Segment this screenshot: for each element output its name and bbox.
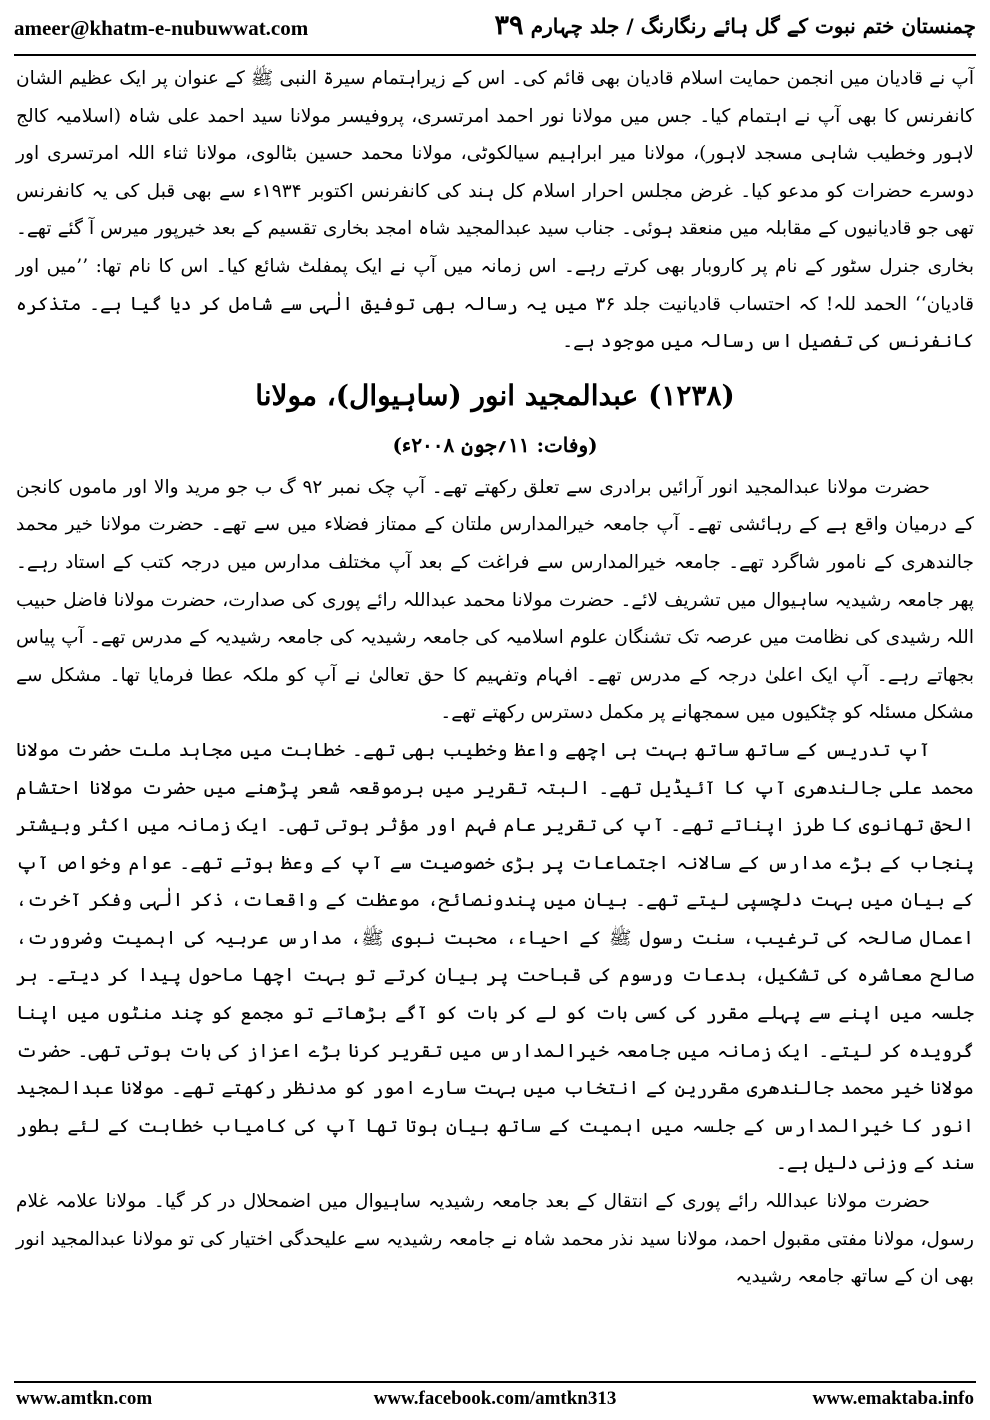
biography-paragraph-2: آپ تدریس کے ساتھ ساتھ بہت ہی اچھے واعظ وخطیب بھی تھے۔ خطابت میں مجاہد ملت حضرت مولانا محمد علی جالندھری آپ کا آئیڈیل تھے۔ البتہ تقریر میں برموقعہ شعر پڑھنے میں حضرت مولانا احتشام الحق تھانوی کا طرز اپناتے تھے۔ آپ کی تقریر عام فہم اور مؤثر ہوتی تھی۔ ایک زمانہ میں اکثر وبیشتر پنجاب کے بڑے مدارس کے سالانہ اجتماعات پر بڑی خصوصیت سے آپ کے وعظ ہوتے تھے۔ عوام وخواص آپ کے بیان میں بہت دلچسپی لیتے تھے۔ بیان میں پندونصائح، موعظت کے واقعات، ذکر الٰہی وفکر آخرت، اعمال صالحہ کی ترغیب، سنت رسول ﷺ کے احیاء، محبت نبوی ﷺ، مدارس عربیہ کی اہمیت وضرورت، صالح معاشرہ کی تشکیل، بدعات ورسوم کی قباحت پر بیان کرتے تو بہت اچھا ماحول پیدا کر دیتے۔ ہر جلسہ میں اپنے سے پہلے مقرر کی کسی بات کو لے کر بات کو آگے بڑھاتے تو مجمع کو چند منٹوں میں اپنا گرویدہ کر لیتے۔ ایک زمانہ میں جامعہ خیرالمدارس میں تقریر کرنا بڑے اعزاز کی بات ہوتی تھی۔ حضرت مولانا خیر محمد جالندھری مقررین کے انتخاب میں بہت سارے امور کو مدنظر رکھتے تھے۔ مولانا عبدالمجید انور کا خیرالمدارس کے جلسہ میں اہمیت کے ساتھ بیان ہوتا تھا آپ کی کامیاب خطابت کے لئے بطور سند کے وزنی دلیل ہے۔: [16, 739, 975, 1175]
footer-rule: [14, 1381, 976, 1383]
death-date: (وفات: ۱۱؍جون ۲۰۰۸ء): [392, 432, 598, 457]
section-heading: (۱۲۳۸) عبدالمجید انور (ساہیوال)، مولانا: [255, 378, 735, 412]
page-footer: [16, 1388, 974, 1414]
header-rule: [14, 54, 976, 56]
book-title: چمنستان ختم نبوت کے گل ہائے رنگارنگ / جلد چہارم: [530, 14, 976, 38]
intro-paragraph: آپ نے قادیان میں انجمن حمایت اسلام قادیان بھی قائم کی۔ اس کے زیراہتمام سیرۃ النبی ﷺ کے عنوان پر ایک عظیم الشان کانفرنس کا بھی آپ نے اہتمام کیا۔ جس میں مولانا نور احمد امرتسری، پروفیسر مولانا سید احمد علی شاہ (اسلامیہ کالج لاہور وخطیب شاہی مسجد لاہور)، مولانا میر ابراہیم سیالکوٹی، مولانا محمد حسین بٹالوی، مولانا ثناء اللہ امرتسری اور دوسرے حضرات کو مدعو کیا۔ غرض مجلس احرار اسلام کل ہند کی کانفرنس اکتوبر ۱۹۳۴ء سے بھی قبل کی یہ کانفرنس تھی جو قادیانیوں کے مقابلہ میں منعقد ہوئی۔ جناب سید عبدالمجید شاہ امجد بخاری تقسیم کے بعد خیرپور میرس آ گئے تھے۔ بخاری جنرل سٹور کے نام پر کاروبار بھی کرتے رہے۔ اس زمانہ میں آپ نے ایک پمفلٹ شائع کیا۔ اس کا نام تھا: ’’میں اور قادیان‘‘ الحمد للہ! کہ احتساب قادیانیت جلد ۳۶ میں یہ رسالہ بھی توفیق الٰہی سے شامل کر دیا گیا ہے۔ متذکرہ کانفرنس کی تفصیل اس رسالہ میں موجود ہے۔: [16, 68, 975, 353]
page-body: [16, 60, 974, 1296]
footer-link-facebook[interactable]: www.facebook.com/amtkn313: [373, 1388, 617, 1409]
footer-link-amtkn[interactable]: www.amtkn.com: [16, 1388, 153, 1409]
page-number: ۳۹: [494, 10, 524, 41]
biography-paragraph-3: حضرت مولانا عبداللہ رائے پوری کے انتقال کے بعد جامعہ رشیدیہ ساہیوال میں اضمحلال در کر گیا۔ مولانا علامہ غلام رسول، مولانا مفتی مقبول احمد، مولانا سید نذر محمد شاہ نے جامعہ رشیدیہ سے علیحدگی اختیار کی تو مولانا عبدالمجید انور بھی ان کے ساتھ جامعہ رشیدیہ: [16, 1191, 974, 1288]
page-header: [14, 10, 976, 54]
biography-paragraph-1: حضرت مولانا عبدالمجید انور آرائیں برادری سے تعلق رکھتے تھے۔ آپ چک نمبر ۹۲ گ ب جو مرید والا اور ماموں کانجن کے درمیان واقع ہے کے رہائشی تھے۔ آپ جامعہ خیرالمدارس ملتان کے ممتاز فضلاء میں سے تھے۔ حضرت مولانا خیر محمد جالندھری کے نامور شاگرد تھے۔ جامعہ خیرالمدارس سے فراغت کے بعد آپ مختلف مدارس میں درجہ کتب کے استاد رہے۔ پھر جامعہ رشیدیہ ساہیوال میں تشریف لائے۔ حضرت مولانا محمد عبداللہ رائے پوری کی صدارت، حضرت مولانا فاضل حبیب اللہ رشیدی کی نظامت میں عرصہ تک تشنگان علوم اسلامیہ کی جامعہ رشیدیہ کی جامعہ رشیدیہ کے مدرس تھے۔ آپ پیاس بجھاتے رہے۔ آپ ایک اعلیٰ درجہ کے مدرس تھے۔ افہام وتفہیم کا حق تعالیٰ نے آپ کو ملکہ عطا فرمایا تھا۔ مشکل سے مشکل مسئلہ کو چٹکیوں میں سمجھانے پر مکمل دسترس رکھتے تھے۔: [16, 476, 974, 724]
footer-link-emaktaba[interactable]: www.emaktaba.info: [812, 1388, 974, 1409]
header-email: ameer@khatm-e-nubuwwat.com: [14, 16, 309, 40]
